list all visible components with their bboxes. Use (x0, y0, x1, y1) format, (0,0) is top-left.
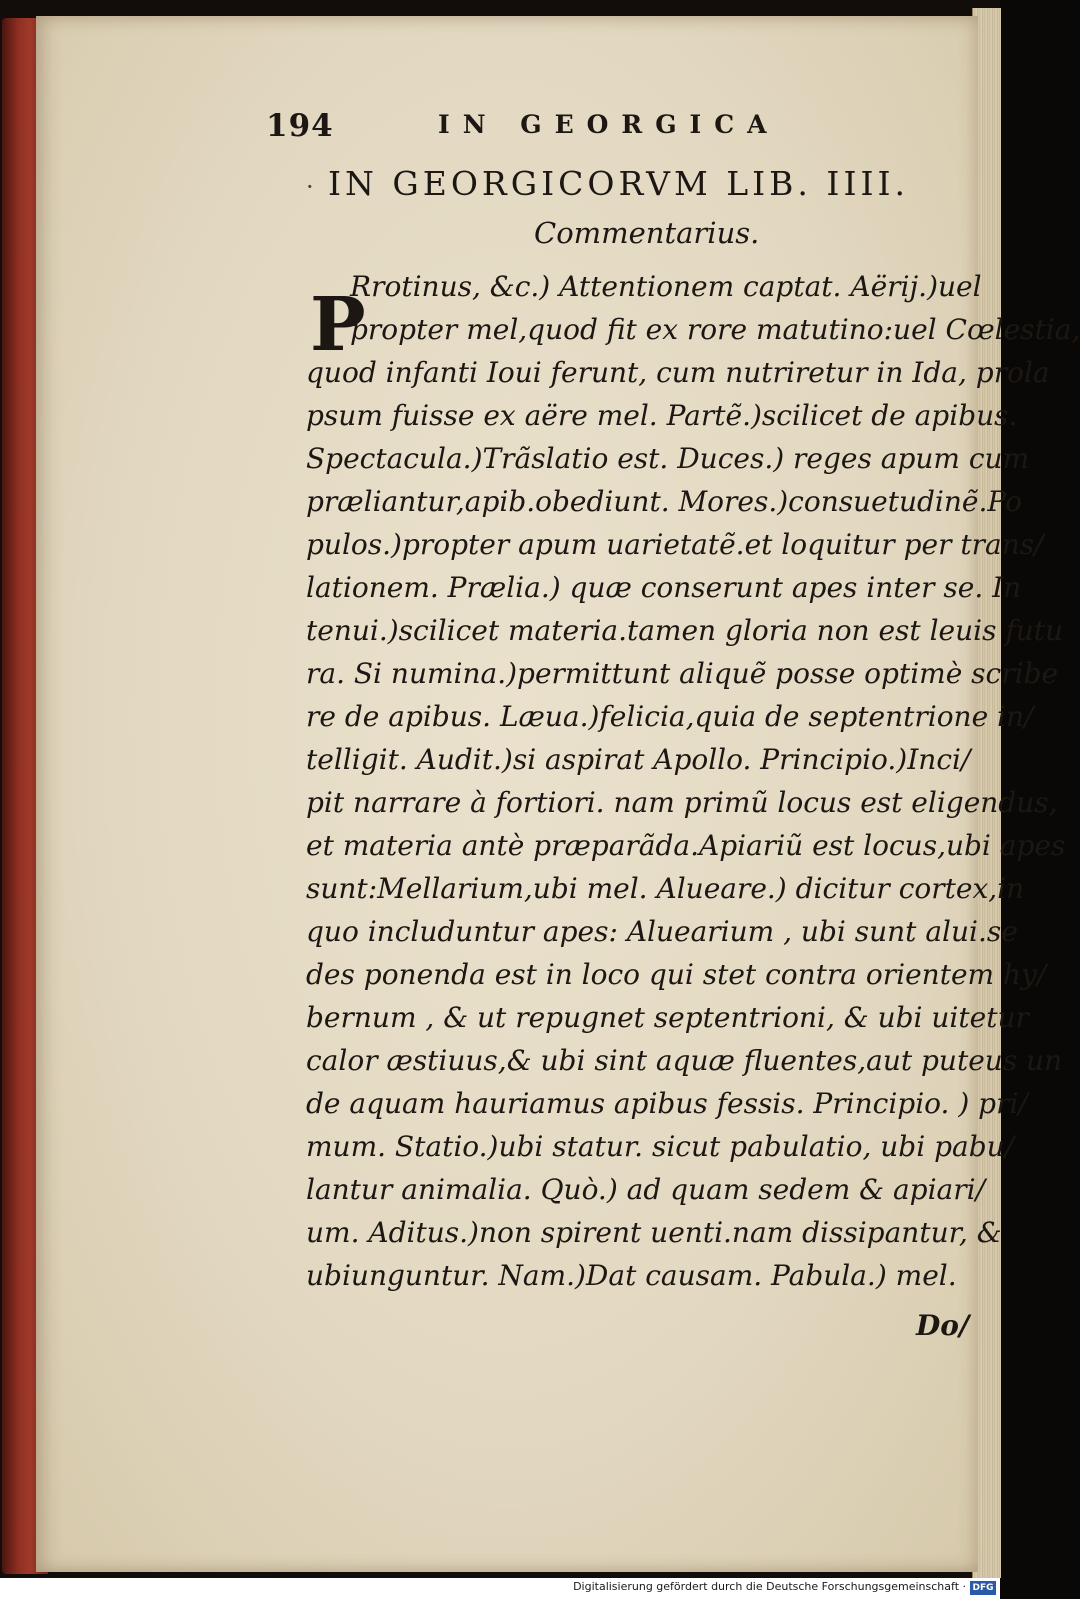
text-line: quod infanti Ioui ferunt, cum nutriretur in Ida, prola (306, 356, 1050, 389)
digitization-footer (0, 1578, 1000, 1599)
title-mark: · (306, 173, 314, 201)
running-title: IN GEORGICA (438, 110, 780, 139)
text-line: telligit. Audit.)si aspirat Apollo. Principio.)Inci/ (306, 743, 971, 776)
text-line: des ponenda est in loco qui stet contra orientem hy/ (306, 958, 1047, 991)
text-line: propter mel,quod fit ex rore matutino:uel Cœlestia, (350, 313, 1080, 346)
text-line: re de apibus. Læua.)felicia,quia de septentrione in/ (306, 700, 1034, 733)
text-line: ra. Si numina.)permittunt aliquẽ posse optimè scribe (306, 657, 1059, 690)
text-line: lationem. Prælia.) quæ conserunt apes inter se. In (306, 571, 1022, 604)
text-line: Spectacula.)Trãslatio est. Duces.) reges apum cum (306, 442, 1030, 475)
text-line: Rrotinus, &c.) Attentionem captat. Aërij.)uel (350, 270, 982, 303)
page-number: 194 (266, 108, 334, 144)
text-line: psum fuisse ex aëre mel. Partẽ.)scilicet de apibus. (306, 399, 1018, 432)
text-line: mum. Statio.)ubi statur. sicut pabulatio, ubi pabu/ (306, 1130, 1015, 1163)
text-line: sunt:Mellarium,ubi mel. Alueare.) dicitur cortex,in (306, 872, 1025, 905)
text-line: pit narrare à fortiori. nam primũ locus est eligendus, (306, 786, 1058, 819)
funding-credit: Digitalisierung gefördert durch die Deutsche Forschungsgemeinschaft · (573, 1580, 966, 1593)
text-line: pulos.)propter apum uarietatẽ.et loquitur per trans/ (306, 528, 1044, 561)
dfg-logo: DFG (970, 1581, 996, 1595)
text-line: calor æstiuus,& ubi sint aquæ fluentes,aut puteus un (306, 1044, 1063, 1077)
catchword: Do/ (916, 1309, 970, 1342)
text-line: um. Aditus.)non spirent uenti.nam dissipantur, & (306, 1216, 1002, 1249)
text-line: ubiunguntur. Nam.)Dat causam. Pabula.) mel. (306, 1259, 957, 1292)
text-line: bernum , & ut repugnet septentrioni, & ubi uitetur (306, 1001, 1029, 1034)
text-line: tenui.)scilicet materia.tamen gloria non est leuis futu (306, 614, 1064, 647)
text-line: lantur animalia. Quò.) ad quam sedem & apiari/ (306, 1173, 986, 1206)
text-line: de aquam hauriamus apibus fessis. Principio. ) pri/ (306, 1087, 1028, 1120)
book-page (36, 16, 1080, 1572)
book-title-text: IN GEORGICORVM LIB. IIII. (328, 164, 910, 203)
running-head (266, 108, 786, 148)
dropcap: P (310, 282, 366, 368)
subtitle: Commentarius. (534, 216, 760, 250)
text-line: præliantur,apib.obediunt. Mores.)consuetudinẽ.Po (306, 485, 1022, 518)
text-line: quo includuntur apes: Aluearium , ubi sunt alui.se (306, 915, 1018, 948)
text-line: et materia antè præparãda.Apiariũ est locus,ubi apes (306, 829, 1066, 862)
book-title (306, 164, 946, 203)
